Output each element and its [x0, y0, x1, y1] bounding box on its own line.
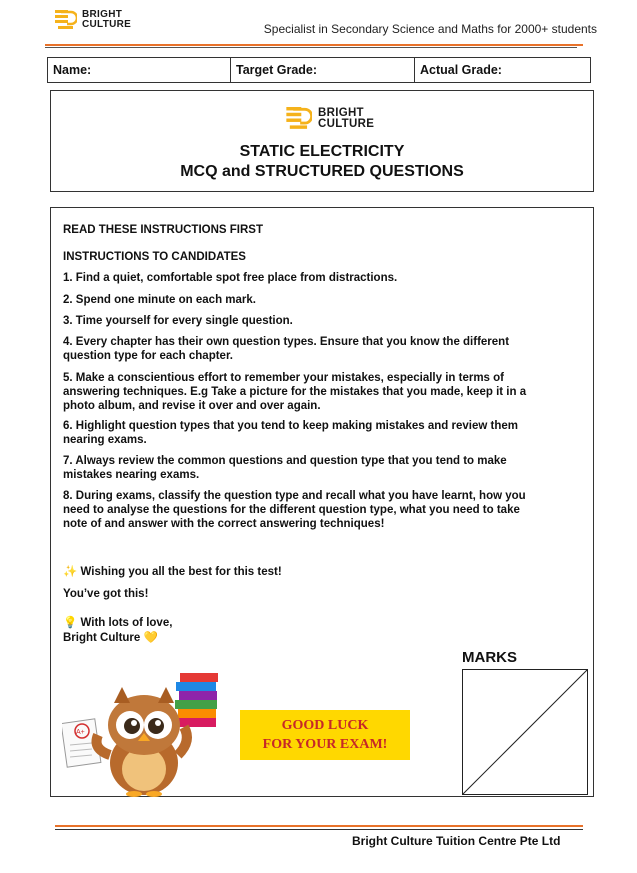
owl-icon [97, 687, 187, 797]
page-title: STATIC ELECTRICITY [239, 143, 405, 160]
footer-company: Bright Culture Tuition Centre Pte Ltd [352, 834, 561, 848]
good-luck-banner [240, 710, 410, 760]
instruction-item: 6. Highlight question types that you tend to keep making mistakes and review them nearing exams. [63, 420, 518, 446]
wish-line: ✨ Wishing you all the best for this test! [63, 566, 282, 578]
logo-word-1: BRIGHT [82, 9, 123, 20]
tagline: Specialist in Secondary Science and Maths for 2000+ students [263, 22, 597, 36]
header-divider-thin [45, 47, 577, 48]
read-first-heading: READ THESE INSTRUCTIONS FIRST [63, 224, 263, 236]
student-info-row [47, 57, 591, 83]
instruction-item: 7. Always review the common questions and question type that you tend to make mistakes nearing exams. [63, 455, 507, 481]
instruction-item: 2. Spend one minute on each mark. [63, 294, 256, 306]
good-luck-line-2: FOR YOUR EXAM! [262, 737, 388, 752]
marks-diagonal [463, 670, 587, 794]
actual-grade-field[interactable]: Actual Grade: [420, 63, 502, 77]
logo-icon [286, 107, 312, 130]
instruction-item: 5. Make a conscientious effort to remember your mistakes, especially in terms of answering techniques. E.g Take a picture for the mistakes that you made, keep it in a photo album, and revise it over and over again. [63, 372, 527, 412]
title-logo [286, 107, 374, 130]
logo-word-1: BRIGHT [318, 106, 364, 119]
instruction-item: 1. Find a quiet, comfortable spot free place from distractions. [63, 272, 398, 284]
got-this-line: You’ve got this! [63, 588, 149, 600]
title-box [50, 90, 594, 192]
signoff-line: Bright Culture 💛 [63, 632, 158, 644]
logo-icon [55, 10, 77, 30]
instruction-item: 4. Every chapter has their own question types. Ensure that you know the different question type for each chapter. [63, 336, 510, 362]
instructions-heading: INSTRUCTIONS TO CANDIDATES [63, 251, 246, 263]
footer-divider-thin [55, 829, 583, 830]
page-subtitle: MCQ and STRUCTURED QUESTIONS [180, 163, 464, 180]
logo-word-2: CULTURE [318, 117, 375, 130]
logo-word-2: CULTURE [82, 19, 132, 30]
instruction-item: 8. During exams, classify the question type and recall what you have learnt, how you need to analyse the questions for the different question type, what you need to take note of and answer with the correct answering techniques! [63, 490, 526, 530]
owl-mascot-illustration [62, 665, 222, 797]
marks-box[interactable] [462, 669, 588, 795]
love-line: 💡 With lots of love, [63, 617, 173, 629]
target-grade-field[interactable]: Target Grade: [231, 58, 415, 82]
good-luck-line-1: GOOD LUCK [281, 718, 369, 733]
book-stack-icon [174, 673, 218, 727]
name-field[interactable]: Name: [48, 58, 231, 82]
instruction-item: 3. Time yourself for every single question. [63, 315, 293, 327]
paper-grade: A+ [76, 729, 85, 736]
header-logo [55, 10, 131, 30]
footer-divider [55, 825, 583, 827]
header-divider [45, 44, 583, 46]
marks-label: MARKS [462, 649, 517, 666]
